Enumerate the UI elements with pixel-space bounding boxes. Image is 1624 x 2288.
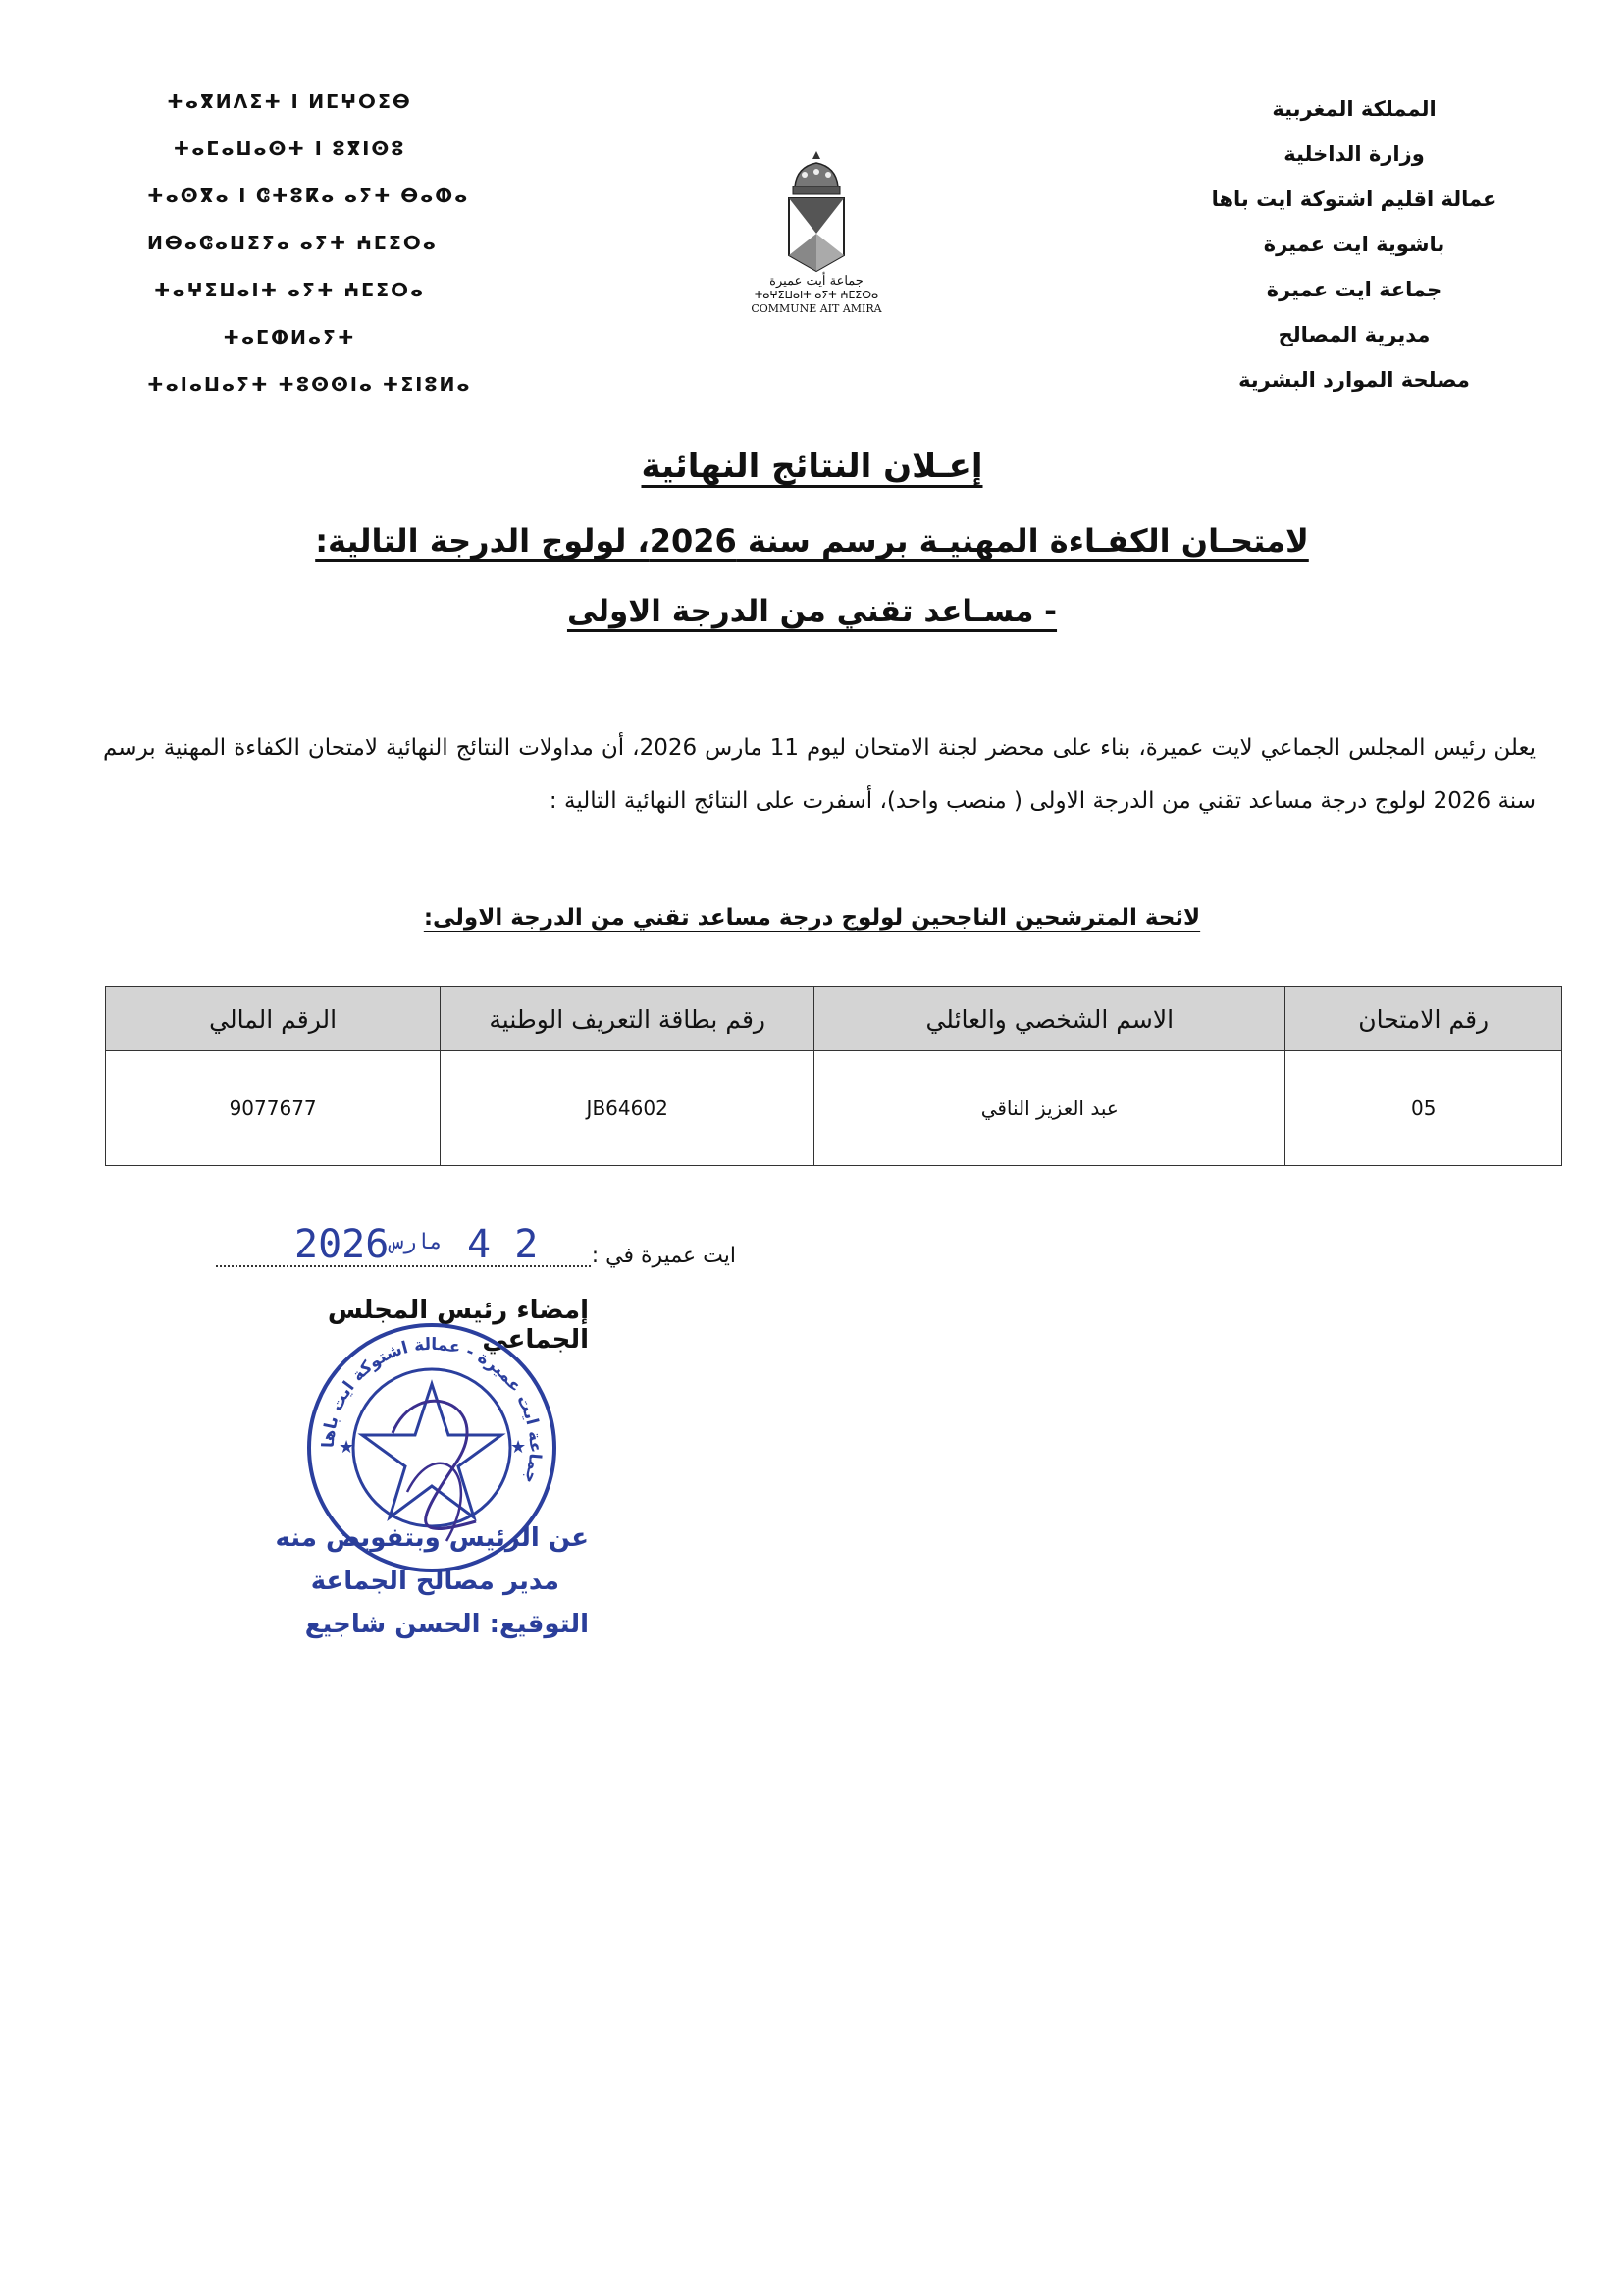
header-national-id: رقم بطاقة التعريف الوطنية [441,987,814,1051]
delegation-line: عن الرئيس وبتفويض منه [275,1523,589,1553]
header-kingdom: المملكة المغربية [1272,97,1437,121]
header-hr-service: مصلحة الموارد البشرية [1238,368,1470,392]
svg-text:★: ★ [339,1437,355,1458]
announcement-title: إعـلان النتائج النهائية [641,447,983,486]
exam-subtitle: لامتحـان الكفـاءة المهنيـة برسم سنة 2026، لولوج الدرجة التالية: [315,522,1309,559]
header-prefecture: عمالة اقليم اشتوكة ايت باها [1211,187,1497,211]
svg-text:جماعة ايت عميرة - عمالة اشتوكة [319,1335,545,1486]
cell-financial-number: 9077677 [106,1051,441,1166]
emblem-caption-arabic: جماعة أيت عميرة [769,274,864,289]
tifinagh-line: ⵜⴰⵎⴰⵡⴰⵙⵜ ⵏ ⵓⴳⵏⵙⵓ [173,138,406,160]
tifinagh-line: ⵍⴱⴰⵛⴰⵡⵉⵢⴰ ⴰⵢⵜ ⵄⵎⵉⵔⴰ [147,233,438,254]
announcement-paragraph: يعلن رئيس المجلس الجماعي لايت عميرة، بناء على محضر لجنة الامتحان ليوم 11 مارس 2026، أن مداولات النتائج النهائية لامتحان الكفاءة المهنية برسم سنة 2026 لولوج درجة مساعد تقني من الدرجة الاولى ( منصب واحد)، أسفرت على النتائج النهائية التالية : [103,735,1536,814]
handwritten-month: مارس [391,1230,443,1254]
star-icon [362,1384,501,1517]
header-pashalik: باشوية ايت عميرة [1263,233,1445,256]
tifinagh-line: ⵜⴰⴳⵍⴷⵉⵜ ⵏ ⵍⵎⵖⵔⵉⴱ [167,91,412,113]
header-commune: جماعة ايت عميرة [1266,278,1442,301]
handwritten-year: 2026 [294,1222,390,1267]
cell-exam-number: 05 [1285,1051,1562,1166]
svg-text:★: ★ [510,1437,527,1458]
date-label: ايت عميرة في : [591,1244,736,1268]
table-header-row [106,987,1562,1051]
results-table [105,986,1562,1166]
tifinagh-line: ⵜⴰⵎⵀⵍⴰⵢⵜ [223,327,356,348]
header-directorate: مديرية المصالح [1278,323,1431,346]
commune-emblem [748,147,885,316]
cell-national-id: JB64602 [441,1051,814,1166]
cell-full-name: عبد العزيز الناقي [814,1051,1285,1166]
tifinagh-line: ⵜⴰⵖⵉⵡⴰⵏⵜ ⴰⵢⵜ ⵄⵎⵉⵔⴰ [153,280,426,301]
tifinagh-line: ⵜⴰⵏⴰⵡⴰⵢⵜ ⵜⵓⵙⵙⵏⴰ ⵜⵉⵏⵓⵍⴰ [147,374,472,396]
header-full-name: الاسم الشخصي والعائلي [814,987,1285,1051]
director-line: مدير مصالح الجماعة [310,1567,559,1596]
emblem-caption-tifinagh: ⵜⴰⵖⵉⵡⴰⵏⵜ ⴰⵢⵜ ⵄⵎⵉⵔⴰ [754,289,879,301]
table-row [106,1051,1562,1166]
crown-shield-icon [777,147,856,275]
header-ministry: وزارة الداخلية [1283,142,1425,166]
grade-title: - مسـاعد تقني من الدرجة الاولى [566,594,1058,629]
successful-candidates-title: لائحة المترشحين الناجحين لولوج درجة مساعد تقني من الدرجة الاولى: [423,905,1201,931]
signature-block [216,1516,589,1646]
date-line [216,1222,736,1281]
handwritten-day: 2 4 [467,1222,539,1267]
header-left-tifinagh [147,79,472,408]
header-financial-number: الرقم المالي [106,987,441,1051]
header-right-administration [1192,86,1516,402]
stamp-ring-text: جماعة ايت عميرة - عمالة اشتوكة ايت باها [318,1334,546,1486]
tifinagh-line: ⵜⴰⵙⴳⴰ ⵏ ⵛⵜⵓⴽⴰ ⴰⵢⵜ ⴱⴰⵀⴰ [147,186,470,207]
emblem-caption-french: COMMUNE AIT AMIRA [751,302,882,315]
signature-title: إمضاء رئيس المجلس الجماعي [327,1296,589,1355]
header-exam-number: رقم الامتحان [1285,987,1562,1051]
signatory-line: التوقيع: الحسن شاجيع [304,1610,589,1639]
